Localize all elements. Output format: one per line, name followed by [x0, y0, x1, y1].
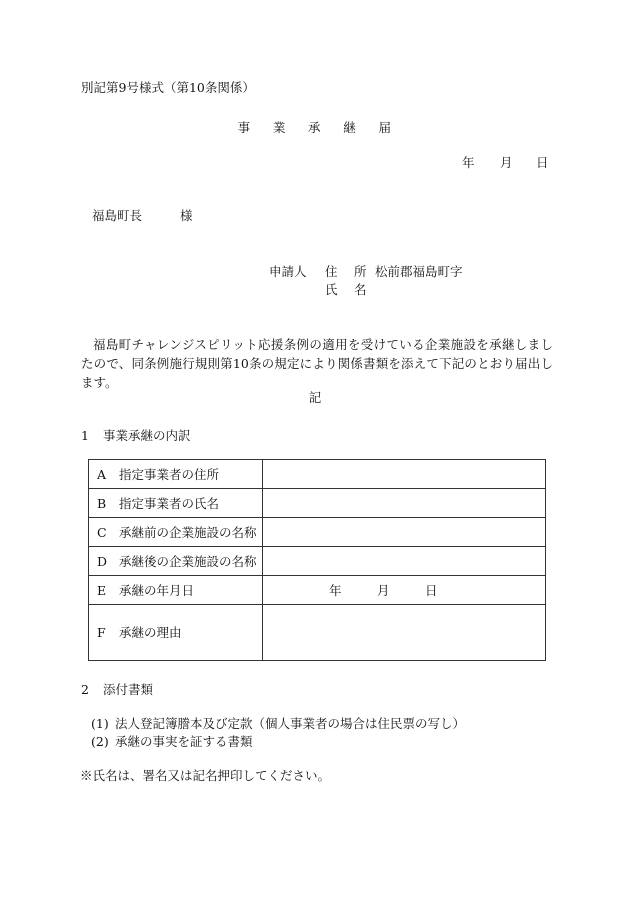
attachment-text: 法人登記簿謄本及び定款（個人事業者の場合は住民票の写し） — [115, 716, 466, 731]
section-2-heading — [81, 682, 153, 697]
section-1-title: 事業承継の内訳 — [103, 428, 191, 443]
section-1-heading — [81, 428, 191, 443]
attachment-list — [91, 716, 465, 752]
attachment-text: 承継の事実を証する書類 — [115, 734, 253, 749]
address-label: 住 所 — [325, 264, 373, 279]
row-label: E 承継の年月日 — [89, 576, 263, 605]
name-label: 氏 名 — [325, 282, 373, 297]
row-label: A 指定事業者の住所 — [89, 460, 263, 489]
row-value-cell[interactable] — [263, 460, 546, 489]
row-label: B 指定事業者の氏名 — [89, 489, 263, 518]
attachment-number: (1) — [91, 716, 109, 731]
table-row — [89, 460, 546, 489]
submission-date — [462, 155, 549, 170]
addressee — [92, 208, 193, 223]
row-label: D 承継後の企業施設の名称 — [89, 547, 263, 576]
list-item — [91, 716, 465, 734]
succession-date-cell[interactable]: 年 月 日 — [263, 576, 546, 605]
applicant-name-row — [269, 282, 463, 300]
applicant-address-row — [269, 264, 463, 282]
signature-note: ※氏名は、署名又は記名押印してください。 — [80, 768, 331, 783]
list-item — [91, 734, 465, 752]
row-value-cell[interactable] — [263, 605, 546, 661]
row-value-cell[interactable] — [263, 489, 546, 518]
attachment-number: (2) — [91, 734, 109, 749]
section-2-title: 添付書類 — [103, 682, 154, 697]
row-label: C 承継前の企業施設の名称 — [89, 518, 263, 547]
section-2-number: 2 — [81, 682, 89, 697]
table-row — [89, 576, 546, 605]
succession-detail-table — [88, 459, 546, 661]
body-paragraph: 福島町チャレンジスピリット応援条例の適用を受けている企業施設を承継しましたので、同条例施行規則第10条の規定により関係書類を添えて下記のとおり届出します。 — [81, 337, 553, 390]
row-value-cell[interactable] — [263, 518, 546, 547]
table-row — [89, 518, 546, 547]
table-row — [89, 489, 546, 518]
row-value-cell[interactable] — [263, 547, 546, 576]
row-label: F 承継の理由 — [89, 605, 263, 661]
addressee-name: 福島町長 — [92, 208, 143, 223]
address-value[interactable]: 松前郡福島町字 — [375, 264, 463, 279]
form-number: 別記第9号様式（第10条関係） — [81, 80, 255, 95]
date-day-label: 日 — [536, 155, 549, 170]
date-month-label: 月 — [500, 155, 513, 170]
addressee-honorific: 様 — [180, 208, 193, 223]
document-title: 事 業 承 継 届 — [237, 120, 401, 135]
section-1-number: 1 — [81, 428, 89, 443]
applicant-role: 申請人 — [269, 264, 307, 279]
applicant-block — [269, 264, 463, 300]
date-year-label: 年 — [462, 155, 475, 170]
table-row — [89, 605, 546, 661]
table-row — [89, 547, 546, 576]
ki-heading: 記 — [308, 390, 322, 405]
